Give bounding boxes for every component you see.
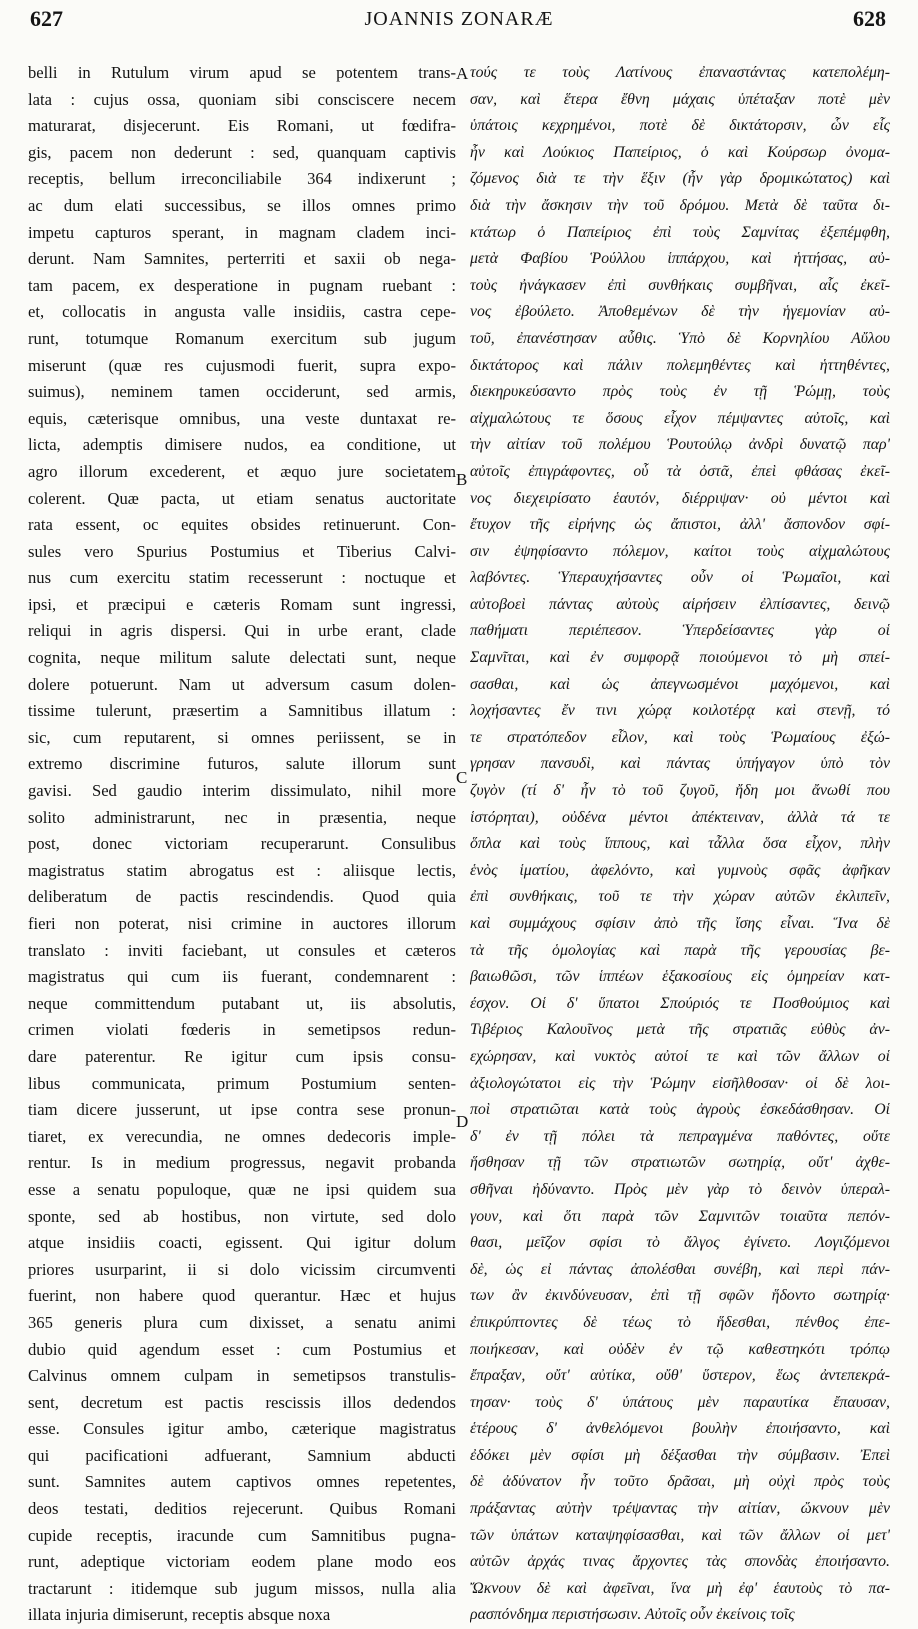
greek-text-line: ἑτέρους δ' ἀνθελόμενοι βουλὴν ἐποιήσαντο, καὶ <box>470 1420 890 1438</box>
latin-text-line: rentur. Is in medium progressus, negavit probanda <box>28 1153 456 1173</box>
latin-text-line: cupide receptis, iracunde cum Samnitibus pugna- <box>28 1525 456 1545</box>
latin-text-line: fuerint, non habere quod querantur. Hæc et hujus <box>28 1286 456 1306</box>
latin-text-line: fieri non poterat, nisi crimine in auctores illorum <box>28 914 456 933</box>
greek-text-line: γρησαν πανσυδὶ, καὶ πάντας ὑπήγαγον ὑπὸ τὸν <box>470 755 890 773</box>
latin-text-line: cognita, neque militum salute delectati sunt, neque <box>28 648 456 668</box>
greek-text-line: δικτάτορος καὶ πάλιν πολεμηθέντες καὶ ἡττηθέντες, <box>470 356 890 374</box>
latin-text-line: miserunt (quæ res cujusmodi fuerit, supra expo- <box>28 355 456 375</box>
latin-text-line: dubio quid agendum esset : cum Postumius et <box>28 1339 456 1359</box>
greek-text-line: ὅπλα καὶ τοὺς ἵππους, καὶ τἆλλα ὅσα εἶχον, πλὴν <box>470 835 890 853</box>
latin-text-line: maturarat, disjecerunt. Eis Romani, ut fœdifra- <box>28 116 456 136</box>
latin-text-line: Calvinus omnem culpam in semetipsos transtulis- <box>28 1366 456 1386</box>
latin-text-line: qui pacificationi adfuerant, Samnium abducti <box>28 1445 456 1465</box>
greek-text-line: ὑπάτοις κεχρημένοι, ποτὲ δὲ δικτάτορσιν, ὧν εἷς <box>470 117 890 135</box>
latin-text-line: colerent. Quæ pacta, ut etiam senatus auctoritate <box>28 488 456 508</box>
latin-text-line: licta, ademptis dimisere nudos, ea conditione, ut <box>28 435 456 455</box>
greek-text-line: Τιβέριος Καλουῖνος μετὰ τῆς στρατιᾶς εὐθὺς ἀν- <box>470 1021 890 1039</box>
latin-text-line: post, donec victoriam recuperarunt. Consulibus <box>28 834 456 854</box>
latin-text-line: esse a senatu populoque, quæ ne ipsi quidem sua <box>28 1179 456 1199</box>
margin-letter-d: D <box>456 1112 469 1131</box>
latin-text-line: sunt. Samnites autem captivos omnes repetentes, <box>28 1472 456 1492</box>
latin-text-line: gavisi. Sed gaudio interim dissimulato, nihil more <box>28 781 456 801</box>
latin-column <box>28 60 456 1629</box>
greek-text-line: εχώρησαν, καὶ νυκτὸς αὐτοί τε καὶ τῶν ἄλλων οἱ <box>470 1047 890 1065</box>
greek-text-line: θασι, μεῖζον σφίσι τὸ ἄλγος ἐγίνετο. Λογιζόμενοι <box>470 1234 890 1252</box>
greek-text-line: παθήματι περιέπεσον. Ὑπερδείσαντες γὰρ οἱ <box>470 622 890 640</box>
latin-text-line: magistratus statim abrogatus est : aliisque lectis, <box>28 860 456 880</box>
latin-text-line: esse. Consules igitur ambo, cæterique magistratus <box>28 1419 456 1439</box>
greek-text-line: ἀξιολογώτατοι εἰς τὴν Ῥώμην εἰσῆλθοσαν· οἱ δὲ λοι- <box>470 1074 890 1092</box>
greek-text-line: αὐτῶν ἀρχάς τινας ἄρχοντες τὰς σπονδὰς ἐποιήσαντο. <box>470 1553 890 1571</box>
greek-text-line: τησαν· τοὺς δ' ὑπάτους μὲν παραυτίκα ἔπαυσαν, <box>470 1393 890 1411</box>
page-header <box>0 0 918 52</box>
greek-text-line: τὰ τῆς ὁμολογίας καὶ παρὰ τῆς γερουσίας βε- <box>470 941 890 959</box>
greek-text-line: σασθαι, καὶ ὡς ἀπεγνωσμένοι μαχόμενοι, καὶ <box>470 675 890 693</box>
latin-text-line: runt, totumque Romanum exercitum sub jugum <box>28 328 456 348</box>
greek-text-line: ἔπραξαν, οὔτ' αὐτίκα, οὔθ' ὕστερον, ἕως ἀντεπεκρά- <box>470 1367 890 1385</box>
greek-text-line: νος διεχειρίσατο ἑαυτόν, διέρριψαν· οὐ μέντοι καὶ <box>470 489 890 507</box>
greek-text-line: τε στρατόπεδον εἷλον, καὶ τοὺς Ῥωμαίους ἐξώ- <box>470 728 890 746</box>
greek-text-line: σιν ἐψηφίσαντο πόλεμον, καίτοι τοὺς αἰχμαλώτους <box>470 542 890 560</box>
greek-text-line: κτάτωρ ὁ Παπείριος ἐπὶ τοὺς Σαμνίτας ἐξεπέμφθη, <box>470 223 890 241</box>
greek-text-line: ζόμενος διὰ τε τὴν ἕξιν (ἦν γὰρ δρομικώτατος) καὶ <box>470 170 890 188</box>
latin-text-line: sponte, sed ab hostibus, non virtute, sed dolo <box>28 1206 456 1226</box>
latin-text-line: belli in Rutulum virum apud se potentem trans- <box>28 63 456 82</box>
margin-letter-a: A <box>456 64 469 83</box>
running-title: JOANNIS ZONARÆ <box>364 8 554 30</box>
greek-text-line: λαβόντες. Ὑπεραυχήσαντες οὖν οἱ Ῥωμαῖοι, καὶ <box>470 569 890 587</box>
greek-text-line: ρασπόνδημα περιστήσωσιν. Αὐτοῖς οὖν ἐκείνοις τοῖς <box>470 1606 795 1624</box>
latin-text-line: translato : inviti faciebant, ut consules et cæteros <box>28 940 456 960</box>
latin-text-line: suimus), neminem tamen occiderunt, sed armis, <box>28 382 456 402</box>
greek-text-line: τούς τε τοὺς Λατίνους ἐπαναστάντας κατεπολέμη- <box>470 64 890 81</box>
greek-text-line: αὐτοβοεὶ πάντας αὐτοὺς αἱρήσειν ἐλπίσαντες, δεινῷ <box>470 595 890 613</box>
greek-text-line: σαν, καὶ ἕτερα ἔθνη μάχαις ὑπέταξαν ποτὲ μὲν <box>470 90 890 108</box>
latin-text-line: libus communicata, primum Postumium senten- <box>28 1073 456 1093</box>
latin-text-line: tiam dicere jusserunt, ut ipse contra sese pronun- <box>28 1100 456 1120</box>
greek-text-line: τοῦ, ἐπανέστησαν αὖθις. Ὑπὸ δὲ Κορνηλίου Αὔλου <box>470 329 890 347</box>
greek-text-line: νος ἐβούλετο. Ἀποθεμένων δὲ τὴν ἡγεμονίαν αὐ- <box>470 303 890 321</box>
latin-text-line: tissime tulerunt, præsertim a Samnitibus illatum : <box>28 701 456 721</box>
latin-text-line: neque committendum putabant ut, iis absolutis, <box>28 993 456 1013</box>
greek-text-line: αὐτοῖς ἐπιγράφοντες, οὗ τὰ ὀστᾶ, ἐπεὶ φθάσας ἐκεῖ- <box>470 462 890 480</box>
greek-column <box>470 60 890 1629</box>
latin-text-line: deos testati, deditios rejecerunt. Quibus Romani <box>28 1499 456 1519</box>
greek-text-line: ἥσθησαν τῇ τῶν στρατιωτῶν σωτηρίᾳ, οὔτ' ἀχθε- <box>470 1154 890 1172</box>
latin-text-line: nus cum exercitu statim recesserunt : noctuque et <box>28 568 456 588</box>
greek-text-line: τοὺς ἠνάγκασεν ἐπὶ συνθήκαις συμβῆναι, αἷς ἐκεῖ- <box>470 276 890 294</box>
latin-text-line: sules vero Spurius Postumius et Tiberius Calvi- <box>28 541 456 561</box>
greek-text-line: ἑνὸς ἱματίου, ἀφελόντο, καὶ γυμνοὺς σφᾶς ἀφῆκαν <box>470 861 890 879</box>
latin-text-line: atque insidiis coacti, egissent. Qui igitur dolum <box>28 1233 456 1253</box>
latin-text-line: sic, cum reputarent, si omnes periissent, se in <box>28 727 456 747</box>
latin-text-line: deliberatum de pactis rescindendis. Quod quia <box>28 887 456 907</box>
latin-text-line: derunt. Nam Samnites, perterriti et saxii ob nega- <box>28 249 456 269</box>
latin-text-line: receptis, bellum irreconciliabile 364 indixerunt ; <box>28 169 456 189</box>
latin-text-line: runt, adeptique victoriam eodem plane modo eos <box>28 1552 456 1572</box>
greek-text-line: ἱστόρηται), οὐδένα μέντοι ἀπέκτειναν, ἀλλὰ τά τε <box>470 808 890 826</box>
latin-text-line: dare paterentur. Re igitur cum ipsis consu- <box>28 1046 456 1066</box>
latin-text-line: dolere potuerunt. Nam ut adversum casum dolen- <box>28 674 456 694</box>
latin-text-line: crimen violati fœderis in semetipsos redun- <box>28 1020 456 1040</box>
latin-text-line: tractarunt : itidemque sub jugum missos, nulla alia <box>28 1578 456 1598</box>
latin-text-line: impetu capturos sperant, in magnam cladem inci- <box>28 222 456 242</box>
greek-text-line: μετὰ Φαβίου Ῥούλλου ἱππάρχου, καὶ ἡττήσας, αὐ- <box>470 250 890 268</box>
greek-text-line: βαιωθῶσι, τῶν ἱππέων ἑξακοσίους εἰς ὁμηρείαν κατ- <box>470 968 890 986</box>
latin-text-line: tiaret, ex verecundia, ne omnes dedecoris imple- <box>28 1126 456 1146</box>
latin-text-line: lata : cujus ossa, quoniam sibi consciscere necem <box>28 89 456 109</box>
margin-letter-c: C <box>456 768 468 787</box>
latin-text-line: ac dum elati successibus, se illos omnes primo <box>28 195 456 215</box>
greek-text-line: σθῆναι ἠδύναντο. Πρὸς μὲν γὰρ τὸ δεινὸν ὑπεραλ- <box>470 1180 890 1198</box>
greek-text-line: αἰχμαλώτους τε ὅσους εἶχον πέμψαντες αὐτοῖς, καὶ <box>470 409 890 427</box>
latin-text-line: rata essent, oc equites obsides retinuerunt. Con- <box>28 515 456 535</box>
latin-text-line: agro illorum excederent, et æquo jure societatem <box>28 461 456 481</box>
latin-text-line: equis, cæterisque omnibus, una veste duntaxat re- <box>28 408 456 428</box>
latin-text-line: et, collocatis in angusta valle insidiis, castra cepe- <box>28 302 456 322</box>
greek-text-line: των ἂν ἐκινδύνευσαν, ἐπὶ τῇ σφῶν ἥδοντο σωτηρίᾳ· <box>470 1287 890 1305</box>
latin-text-line: 365 generis plura cum dixisset, a senatu animi <box>28 1312 456 1332</box>
greek-text-line: ἐπικρύπτοντες δὲ τέως τὸ ἥδεσθαι, πένθος ἐπε- <box>470 1313 890 1331</box>
greek-text-line: ἦν καὶ Λούκιος Παπείριος, ὁ καὶ Κούρσωρ ὀνομα- <box>470 143 890 161</box>
greek-text-line: ἐδόκει μὲν σφίσι μὴ δέξασθαι τὴν σύμβασιν. Ἐπεὶ <box>470 1446 890 1464</box>
greek-text-line: πράξαντας αὐτὴν τρέψαντας τὴν αἰτίαν, ὤκνουν μὲν <box>470 1500 890 1518</box>
latin-text-line: priores usurparint, ii si dolo vicissim circumventi <box>28 1259 456 1279</box>
latin-text-line: sent, decretum est pactis rescissis illos dedendos <box>28 1392 456 1412</box>
margin-letter-b: B <box>456 470 468 489</box>
latin-text-line: extremo discrimine futuros, salute illorum sunt <box>28 754 456 774</box>
greek-text-line: τῶν ὑπάτων καταψηφίσασθαι, καὶ τῶν ἄλλων οἱ μετ' <box>470 1526 890 1544</box>
greek-text-line: τὴν αἰτίαν τοῦ πολέμου Ῥουτούλῳ ἀνδρὶ δυνατῷ παρ' <box>470 436 890 454</box>
latin-text-line: magistratus qui cum iis fuerant, condemnarent : <box>28 967 456 987</box>
latin-text-line: illata injuria dimiserunt, receptis absque noxa <box>28 1605 331 1625</box>
greek-text-line: ποιήκεσαν, καὶ οὐδὲν ἐν τῷ καθεστηκότι τρόπῳ <box>470 1340 890 1358</box>
greek-text-line: λοχήσαντες ἔν τινι χώρᾳ κοιλοτέρᾳ καὶ στενῇ, τό <box>470 702 890 720</box>
greek-text-line: δ' ἐν τῇ πόλει τὰ πεπραγμένα παθόντες, οὔτε <box>470 1127 890 1145</box>
greek-text-line: έσχον. Οἱ δ' ὕπατοι Σπούριός τε Ποσθούμιος καὶ <box>470 994 890 1012</box>
greek-text-line: Σαμνῖται, καὶ ἐν συμφορᾷ ποιούμενοι τὸ μὴ σπεί- <box>470 649 890 667</box>
latin-text-line: solito administrarunt, nec in præsentia, neque <box>28 807 456 827</box>
page-number-left: 627 <box>30 6 63 31</box>
page-number-right: 628 <box>853 6 886 31</box>
greek-text-line: ζυγὸν (τί δ' ἦν τὸ τοῦ ζυγοῦ, ἤδη μοι ἄνωθί που <box>470 782 890 800</box>
greek-text-line: διὰ τὴν ἄσκησιν τὴν τοῦ δρόμου. Μετὰ δὲ ταῦτα δι- <box>470 196 890 214</box>
greek-text-line: ἔτυχον τῆς εἰρήνης ὡς ἄπιστοι, ἀλλ' ἄσπονδον σφί- <box>470 516 890 534</box>
greek-text-line: ἐπὶ συνθήκαις, τοῦ τε τὴν χώραν αὐτῶν ἐκλιπεῖν, <box>470 888 890 906</box>
latin-text-line: ipsi, et præcipui e cæteris Romam sunt ingressi, <box>28 594 456 614</box>
greek-text-line: Ὤκνουν δὲ καὶ ἀφεῖναι, ἵνα μὴ ἐφ' ἑαυτοὺς τὸ πα- <box>470 1579 890 1597</box>
greek-text-line: ποὶ στρατιῶται κατὰ τοὺς ἀγροὺς ἐσκεδάσθησαν. Οἱ <box>470 1101 890 1119</box>
latin-text-line: reliqui in agris dispersi. Qui in urbe erant, clade <box>28 621 456 641</box>
greek-text-line: δὲ, ὡς εἰ πάντας ἀπολέσθαι συνέβη, καὶ περὶ πάν- <box>470 1260 890 1278</box>
latin-text-line: gis, pacem non dederunt : sed, quanquam captivis <box>28 142 456 162</box>
greek-text-line: γουν, καὶ ὅτι παρὰ τῶν Σαμνιτῶν τοιαῦτα πεπόν- <box>470 1207 890 1225</box>
greek-text-line: διεκηρυκεύσαντο πρὸς τοὺς ἐν τῇ Ῥώμῃ, τοὺς <box>470 383 890 401</box>
greek-text-line: καὶ συμμάχους σφίσιν ἀπὸ τῆς ἴσης εἶναι. Ἵνα δὲ <box>470 915 890 932</box>
greek-text-line: δὲ ἀδύνατον ἦν τοῦτο δρᾶσαι, μὴ οὐχὶ πρὸς τοὺς <box>470 1473 890 1491</box>
latin-text-line: tam pacem, ex desperatione in pugnam ruebant : <box>28 275 456 295</box>
